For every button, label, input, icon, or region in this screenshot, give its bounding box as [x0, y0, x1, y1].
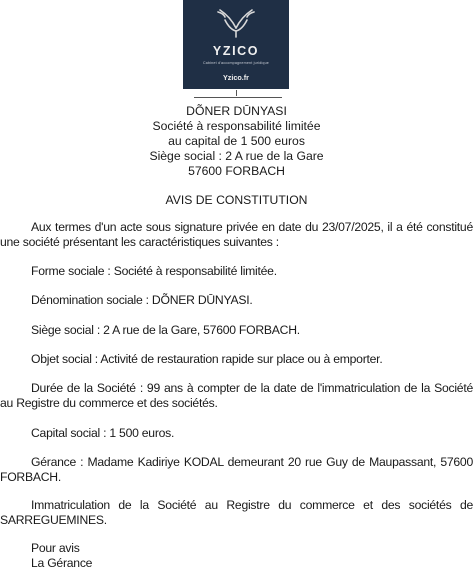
company-name: DÕNER DŪNYASI — [186, 104, 287, 118]
logo-divider — [194, 97, 282, 98]
immatriculation-paragraph — [0, 498, 473, 528]
company-form: Société à responsabilité limitée — [152, 119, 321, 133]
forme-sociale-paragraph — [0, 264, 473, 279]
company-capital: au capital de 1 500 euros — [168, 134, 305, 148]
objet-social-text: Objet social : Activité de restauration rapide sur place ou à emporter. — [31, 352, 383, 366]
logo-divider-tick — [236, 90, 237, 96]
signature-block — [0, 541, 473, 571]
forme-sociale-text: Forme sociale : Société à responsabilité limitée. — [31, 264, 277, 278]
logo-brand-name: YZICO — [212, 44, 260, 58]
duree-paragraph — [0, 381, 473, 411]
la-gerance-text: La Gérance — [31, 556, 93, 570]
notice-title: AVIS DE CONSTITUTION — [165, 193, 308, 207]
siege-social-text: Siège social : 2 A rue de la Gare, 57600 FORBACH. — [31, 323, 300, 337]
company-postal-city: 57600 FORBACH — [188, 164, 285, 178]
logo-tagline: Cabinet d'accompagnement juridique — [202, 61, 270, 65]
capital-social-paragraph — [0, 426, 473, 441]
immat-line-2: SARREGUEMINES. — [0, 513, 107, 527]
company-header — [0, 104, 473, 179]
siege-social-paragraph — [0, 323, 473, 338]
gerance-line-2: FORBACH. — [0, 470, 61, 484]
intro-line-1: Aux termes d'un acte sous signature privée en date du 23/07/2025, il a été constitué — [31, 220, 473, 234]
company-registered-office: Siège social : 2 A rue de la Gare — [149, 149, 324, 163]
intro-paragraph — [0, 220, 473, 250]
leaf-emblem-icon — [216, 6, 256, 40]
duree-line-2: au Registre du commerce et des sociétés. — [0, 396, 218, 410]
denomination-text: Dénomination sociale : DÕNER DŪNYASI. — [31, 293, 253, 307]
intro-line-2: une société présentant les caractéristiques suivantes : — [0, 235, 279, 249]
logo-website: Yzico.fr — [223, 73, 249, 82]
pour-avis-text: Pour avis — [31, 541, 80, 555]
objet-social-paragraph — [0, 352, 473, 367]
capital-social-text: Capital social : 1 500 euros. — [31, 426, 175, 440]
gerance-paragraph — [0, 455, 473, 485]
duree-line-1: Durée de la Société : 99 ans à compter de la date de l'immatriculation de la Société — [31, 381, 473, 395]
yzico-logo — [183, 0, 289, 89]
denomination-paragraph — [0, 293, 473, 308]
gerance-line-1: Gérance : Madame Kadiriye KODAL demeurant 20 rue Guy de Maupassant, 57600 — [31, 455, 473, 469]
immat-line-1: Immatriculation de la Société au Registre du commerce et des sociétés de — [31, 498, 473, 512]
